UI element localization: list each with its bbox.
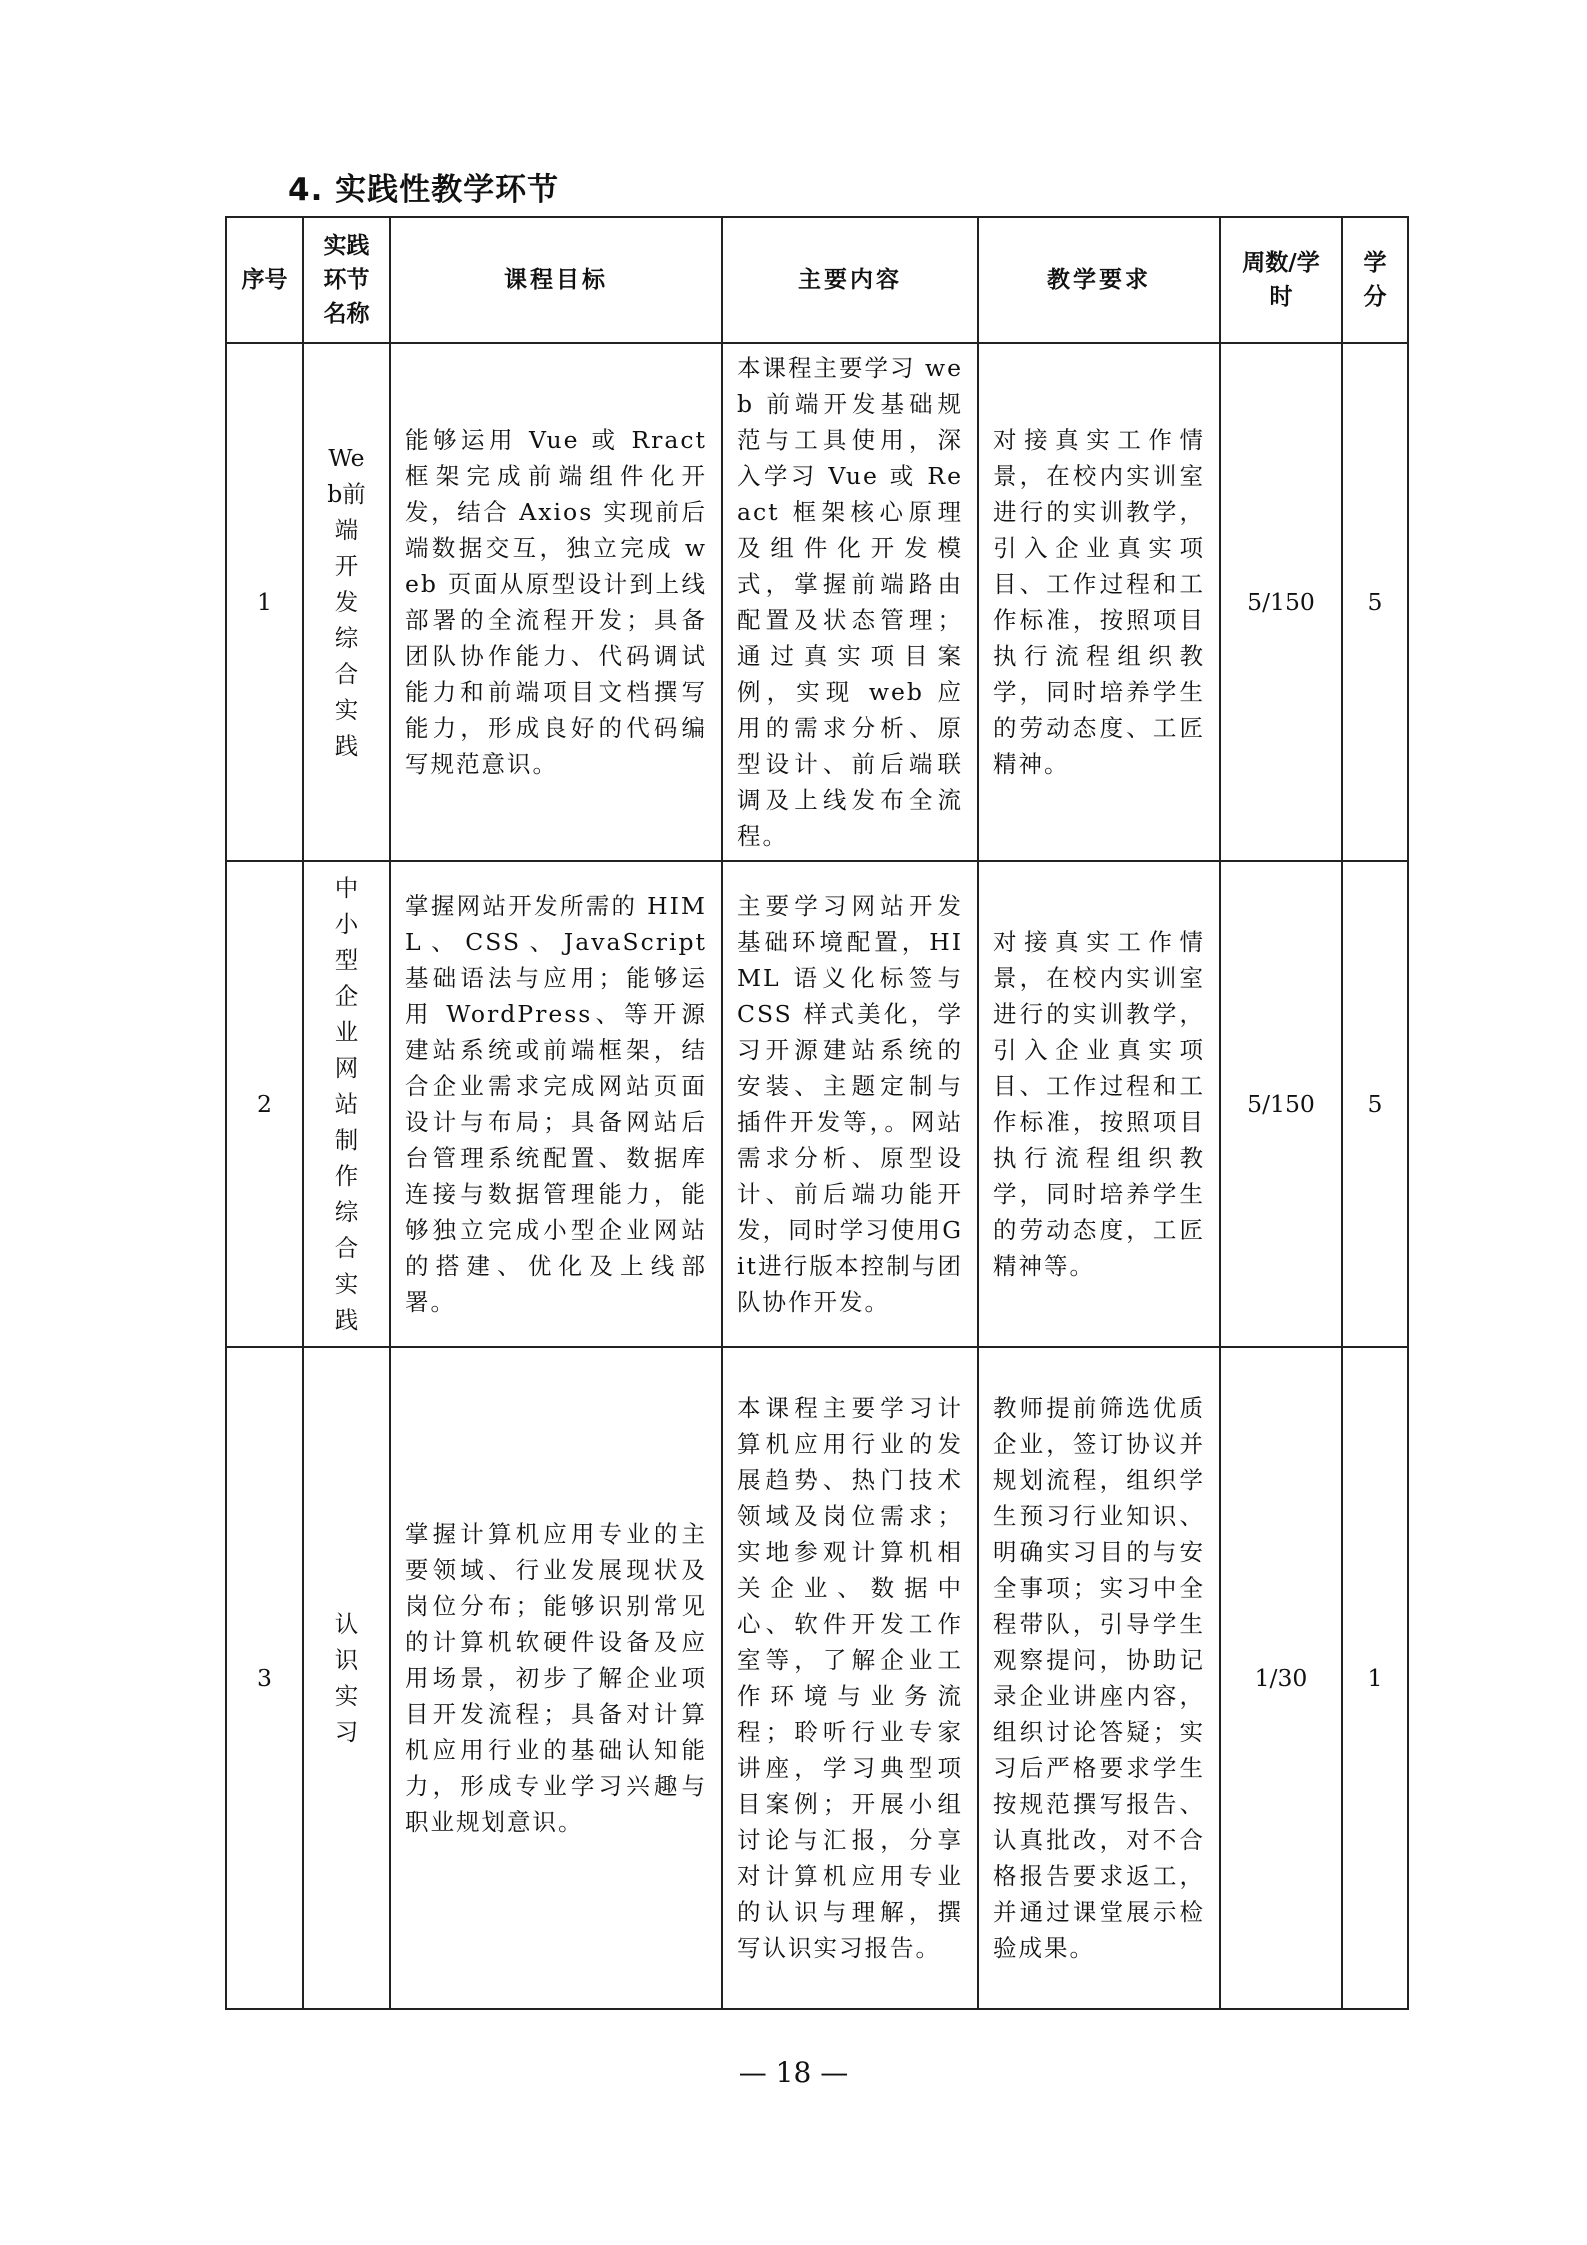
header-goal: 课程目标 xyxy=(390,217,722,343)
row-content: 本课程主要学习计算机应用行业的发展趋势、热门技术领域及岗位需求；实地参观计算机相关企业、数据中心、软件开发工作室等，了解企业工作环境与业务流程；聆听行业专家讲座，学习典型项目案例；开展小组讨论与汇报，分享对计算机应用专业的认识与理解，撰写认识实习报告。 xyxy=(722,1347,978,2009)
header-requirement: 教学要求 xyxy=(978,217,1220,343)
row-name xyxy=(303,861,390,1347)
header-credit xyxy=(1342,217,1408,343)
row-index: 1 xyxy=(226,343,303,861)
header-hours xyxy=(1220,217,1342,343)
row-content: 本课程主要学习 web 前端开发基础规范与工具使用，深入学习 Vue 或 React 框架核心原理及组件化开发模式，掌握前端路由配置及状态管理；通过真实项目案例，实现 web 应用的需求分析、原型设计、前后端联调及上线发布全流程。 xyxy=(722,343,978,861)
row-name-text: 中小型企业网站制作综合实践 xyxy=(334,874,359,1334)
row-credit: 5 xyxy=(1342,343,1408,861)
row-credit: 1 xyxy=(1342,1347,1408,2009)
row-hours: 5/150 xyxy=(1220,343,1342,861)
header-index: 序号 xyxy=(226,217,303,343)
header-name-text: 实践环节名称 xyxy=(323,232,370,327)
row-name-text: 认识实习 xyxy=(334,1610,359,1746)
table-row xyxy=(226,1347,1408,2009)
row-index: 3 xyxy=(226,1347,303,2009)
table-row xyxy=(226,343,1408,861)
header-hours-text: 周数/学时 xyxy=(1242,249,1320,310)
row-hours: 5/150 xyxy=(1220,861,1342,1347)
header-name xyxy=(303,217,390,343)
row-requirement: 对接真实工作情景，在校内实训室进行的实训教学，引入企业真实项目、工作过程和工作标准，按照项目执行流程组织教学，同时培养学生的劳动态度、工匠精神。 xyxy=(978,343,1220,861)
row-name xyxy=(303,343,390,861)
row-goal: 能够运用 Vue 或 Rract 框架完成前端组件化开发，结合 Axios 实现前后端数据交互，独立完成 web 页面从原型设计到上线部署的全流程开发；具备团队协作能力、代码调试能力和前端项目文档撰写能力，形成良好的代码编写规范意识。 xyxy=(390,343,722,861)
header-content: 主要内容 xyxy=(722,217,978,343)
row-content: 主要学习网站开发基础环境配置，HIML 语义化标签与 CSS 样式美化，学习开源建站系统的安装、主题定制与插件开发等，。网站需求分析、原型设计、前后端功能开发，同时学习使用Git进行版本控制与团队协作开发。 xyxy=(722,861,978,1347)
header-credit-text: 学分 xyxy=(1363,249,1387,310)
practice-table xyxy=(225,216,1409,2010)
row-requirement: 教师提前筛选优质企业，签订协议并规划流程，组织学生预习行业知识、明确实习目的与安全事项；实习中全程带队，引导学生观察提问，协助记录企业讲座内容，组织讨论答疑；实习后严格要求学生按规范撰写报告、认真批改，对不合格报告要求返工，并通过课堂展示检验成果。 xyxy=(978,1347,1220,2009)
row-goal: 掌握计算机应用专业的主要领域、行业发展现状及岗位分布；能够识别常见的计算机软硬件设备及应用场景，初步了解企业项目开发流程；具备对计算机应用行业的基础认知能力，形成专业学习兴趣与职业规划意识。 xyxy=(390,1347,722,2009)
row-credit: 5 xyxy=(1342,861,1408,1347)
row-hours: 1/30 xyxy=(1220,1347,1342,2009)
row-name-text: Web前端开发综合实践 xyxy=(327,444,366,760)
table-header-row xyxy=(226,217,1408,343)
table-row xyxy=(226,861,1408,1347)
page-number: — 18 — xyxy=(738,2056,849,2089)
row-requirement: 对接真实工作情景，在校内实训室进行的实训教学，引入企业真实项目、工作过程和工作标准，按照项目执行流程组织教学，同时培养学生的劳动态度，工匠精神等。 xyxy=(978,861,1220,1347)
row-name xyxy=(303,1347,390,2009)
row-index: 2 xyxy=(226,861,303,1347)
section-title: 4. 实践性教学环节 xyxy=(288,172,560,208)
row-goal: 掌握网站开发所需的 HIML、CSS、JavaScript 基础语法与应用；能够运用 WordPress、等开源建站系统或前端框架，结合企业需求完成网站页面设计与布局；具备网站后台管理系统配置、数据库连接与数据管理能力，能够独立完成小型企业网站的搭建、优化及上线部署。 xyxy=(390,861,722,1347)
